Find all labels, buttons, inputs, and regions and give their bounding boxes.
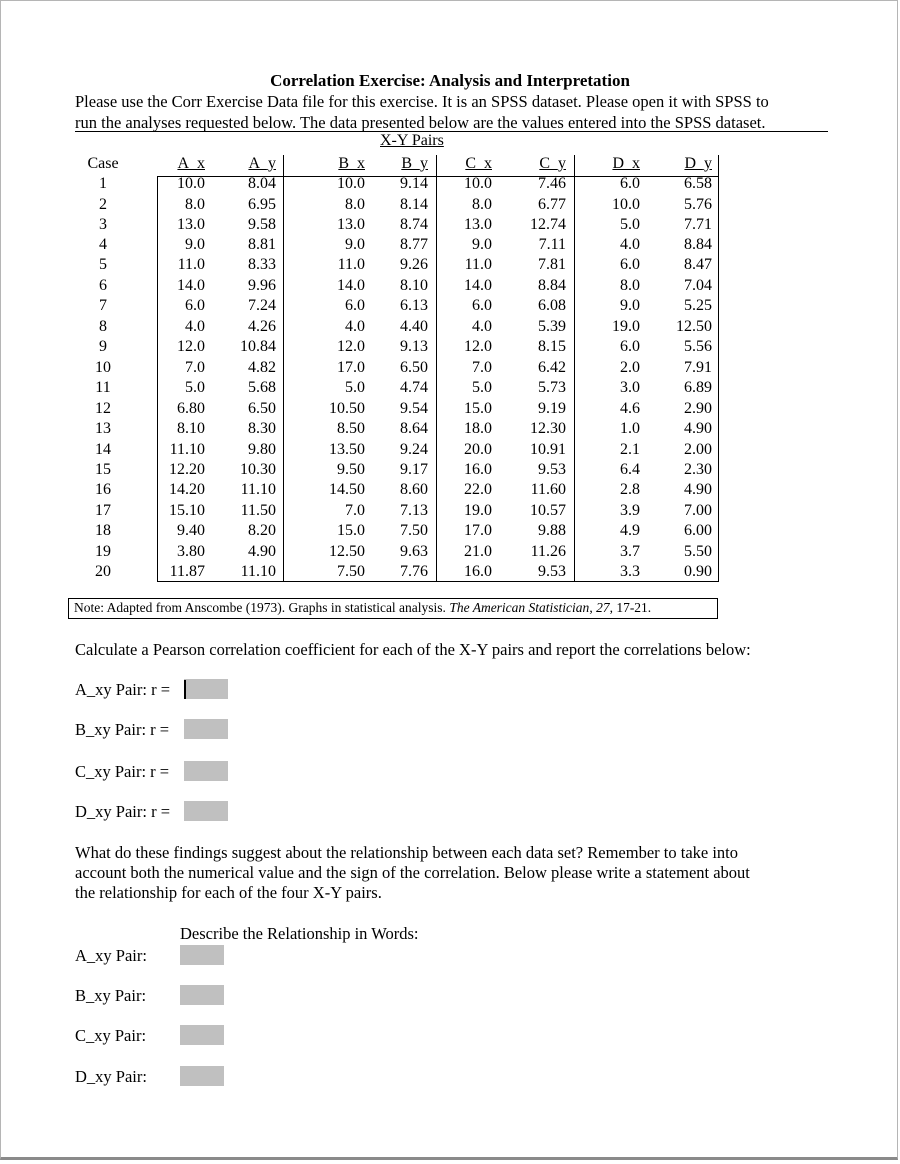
table-group-label: X-Y Pairs: [380, 132, 444, 149]
table-cell-a-x: 12.20: [169, 461, 205, 478]
table-cell-d-x: 10.0: [612, 196, 640, 213]
d-corr-label: D_xy Pair: r =: [75, 802, 171, 821]
case-number: 14: [95, 441, 111, 458]
table-cell-b-x: 11.0: [337, 256, 365, 273]
table-cell-a-x: 13.0: [177, 216, 205, 233]
table-cell-c-x: 16.0: [464, 461, 492, 478]
table-cell-d-y: 2.90: [684, 400, 712, 417]
describe-heading: Describe the Relationship in Words:: [180, 924, 419, 943]
table-cell-b-x: 13.50: [329, 441, 365, 458]
table-cell-a-y: 7.24: [248, 297, 276, 314]
table-cell-a-x: 11.10: [169, 441, 205, 458]
column-header-d-y: D_y: [684, 155, 712, 172]
intro-line-2: run the analyses requested below. The data presented below are the values entered into the SPSS dataset.: [75, 113, 766, 132]
column-header-c-y: C_y: [539, 155, 566, 172]
table-cell-d-x: 8.0: [620, 277, 640, 294]
table-cell-a-y: 8.20: [248, 522, 276, 539]
table-cell-b-y: 4.40: [400, 318, 428, 335]
table-cell-a-y: 10.84: [240, 338, 276, 355]
text-cursor: [184, 680, 186, 699]
table-cell-c-y: 9.19: [538, 400, 566, 417]
table-cell-a-x: 10.0: [177, 175, 205, 192]
d-desc-label: D_xy Pair:: [75, 1067, 147, 1086]
case-number: 6: [99, 277, 107, 294]
table-cell-a-y: 5.68: [248, 379, 276, 396]
table-cell-d-x: 6.0: [620, 175, 640, 192]
table-cell-b-y: 9.13: [400, 338, 428, 355]
table-cell-a-x: 14.0: [177, 277, 205, 294]
case-number: 5: [99, 256, 107, 273]
table-cell-b-x: 12.0: [337, 338, 365, 355]
table-cell-c-y: 10.57: [530, 502, 566, 519]
table-cell-c-y: 6.42: [538, 359, 566, 376]
table-cell-c-y: 11.60: [530, 481, 566, 498]
table-cell-a-x: 3.80: [177, 543, 205, 560]
table-cell-c-y: 5.73: [538, 379, 566, 396]
table-cell-d-y: 5.76: [684, 196, 712, 213]
table-cell-c-y: 9.88: [538, 522, 566, 539]
table-cell-b-y: 9.26: [400, 256, 428, 273]
table-cell-a-x: 6.0: [185, 297, 205, 314]
table-cell-b-y: 8.64: [400, 420, 428, 437]
table-cell-b-y: 4.74: [400, 379, 428, 396]
column-divider: [718, 155, 719, 582]
table-cell-c-x: 7.0: [472, 359, 492, 376]
table-cell-a-x: 8.10: [177, 420, 205, 437]
table-cell-b-y: 9.14: [400, 175, 428, 192]
column-header-c-x: C_x: [465, 155, 492, 172]
table-cell-c-y: 12.74: [530, 216, 566, 233]
case-number: 2: [99, 196, 107, 213]
table-cell-b-x: 4.0: [345, 318, 365, 335]
case-number: 1: [99, 175, 107, 192]
table-cell-d-y: 2.30: [684, 461, 712, 478]
table-cell-a-y: 4.90: [248, 543, 276, 560]
table-cell-d-x: 2.0: [620, 359, 640, 376]
table-cell-a-x: 7.0: [185, 359, 205, 376]
table-cell-a-y: 6.95: [248, 196, 276, 213]
c-corr-label: C_xy Pair: r =: [75, 762, 170, 781]
table-cell-c-y: 8.15: [538, 338, 566, 355]
table-cell-a-x: 9.40: [177, 522, 205, 539]
table-cell-b-x: 5.0: [345, 379, 365, 396]
column-header-b-x: B_x: [338, 155, 365, 172]
table-cell-d-y: 8.47: [684, 256, 712, 273]
table-cell-c-x: 19.0: [464, 502, 492, 519]
case-number: 15: [95, 461, 111, 478]
case-number: 10: [95, 359, 111, 376]
table-cell-d-y: 4.90: [684, 481, 712, 498]
table-cell-b-y: 8.10: [400, 277, 428, 294]
table-cell-a-y: 4.26: [248, 318, 276, 335]
table-cell-b-x: 14.0: [337, 277, 365, 294]
table-cell-b-y: 8.77: [400, 236, 428, 253]
table-cell-d-x: 2.8: [620, 481, 640, 498]
table-cell-a-x: 8.0: [185, 196, 205, 213]
b-desc-label: B_xy Pair:: [75, 986, 147, 1005]
table-cell-d-y: 6.89: [684, 379, 712, 396]
table-cell-b-y: 7.76: [400, 563, 428, 580]
column-header-a-y: A_y: [248, 155, 276, 172]
table-border: [157, 176, 718, 582]
table-cell-a-y: 8.30: [248, 420, 276, 437]
table-cell-c-x: 21.0: [464, 543, 492, 560]
table-cell-b-x: 10.0: [337, 175, 365, 192]
table-cell-d-y: 7.91: [684, 359, 712, 376]
table-cell-a-y: 9.96: [248, 277, 276, 294]
table-cell-c-y: 7.81: [538, 256, 566, 273]
table-cell-d-y: 2.00: [684, 441, 712, 458]
table-cell-d-x: 3.3: [620, 563, 640, 580]
table-cell-d-x: 3.7: [620, 543, 640, 560]
case-number: 13: [95, 420, 111, 437]
table-cell-d-y: 12.50: [676, 318, 712, 335]
table-cell-c-x: 5.0: [472, 379, 492, 396]
note-sep: ,: [589, 600, 597, 615]
table-cell-a-x: 12.0: [177, 338, 205, 355]
table-cell-b-y: 9.24: [400, 441, 428, 458]
table-cell-c-y: 10.91: [530, 441, 566, 458]
table-cell-c-x: 17.0: [464, 522, 492, 539]
table-cell-d-x: 4.6: [620, 400, 640, 417]
table-cell-b-x: 10.50: [329, 400, 365, 417]
table-cell-c-y: 5.39: [538, 318, 566, 335]
table-cell-d-x: 2.1: [620, 441, 640, 458]
table-cell-d-y: 6.00: [684, 522, 712, 539]
table-cell-c-y: 6.08: [538, 297, 566, 314]
table-cell-c-x: 12.0: [464, 338, 492, 355]
case-number: 12: [95, 400, 111, 417]
case-number: 20: [95, 563, 111, 580]
table-cell-d-x: 9.0: [620, 297, 640, 314]
b-corr-input[interactable]: [184, 719, 228, 739]
table-cell-c-y: 7.11: [538, 236, 566, 253]
table-cell-a-y: 11.10: [240, 563, 276, 580]
table-cell-a-y: 8.04: [248, 175, 276, 192]
column-header-case: Case: [87, 155, 119, 172]
table-cell-d-y: 4.90: [684, 420, 712, 437]
b-corr-label: B_xy Pair: r =: [75, 720, 170, 739]
table-cell-d-y: 0.90: [684, 563, 712, 580]
table-cell-a-x: 11.87: [169, 563, 205, 580]
table-cell-d-y: 6.58: [684, 175, 712, 192]
table-cell-c-y: 11.26: [530, 543, 566, 560]
table-cell-a-y: 9.58: [248, 216, 276, 233]
table-cell-d-y: 7.04: [684, 277, 712, 294]
table-cell-b-y: 9.63: [400, 543, 428, 560]
table-cell-d-y: 7.71: [684, 216, 712, 233]
table-cell-d-y: 7.00: [684, 502, 712, 519]
case-number: 11: [95, 379, 111, 396]
table-cell-b-y: 9.54: [400, 400, 428, 417]
b-desc-input[interactable]: [180, 985, 224, 1005]
table-cell-a-x: 4.0: [185, 318, 205, 335]
d-desc-input[interactable]: [180, 1066, 224, 1086]
table-cell-d-y: 8.84: [684, 236, 712, 253]
table-cell-d-x: 19.0: [612, 318, 640, 335]
findings-line-1: What do these findings suggest about the relationship between each data set? Remember to take into: [75, 843, 739, 862]
table-cell-d-x: 6.0: [620, 256, 640, 273]
table-cell-c-y: 9.53: [538, 461, 566, 478]
note-volume: 27: [596, 600, 610, 615]
table-cell-d-x: 3.9: [620, 502, 640, 519]
table-cell-b-y: 8.74: [400, 216, 428, 233]
table-note: [68, 598, 718, 619]
c-desc-label: C_xy Pair:: [75, 1026, 147, 1045]
table-cell-b-x: 7.50: [337, 563, 365, 580]
table-cell-a-y: 11.50: [240, 502, 276, 519]
table-cell-c-x: 18.0: [464, 420, 492, 437]
findings-line-2: account both the numerical value and the sign of the correlation. Below please write a statement about: [75, 863, 750, 882]
table-cell-a-y: 6.50: [248, 400, 276, 417]
case-number: 4: [99, 236, 107, 253]
case-number: 3: [99, 216, 107, 233]
table-cell-b-x: 15.0: [337, 522, 365, 539]
case-number: 18: [95, 522, 111, 539]
table-cell-d-x: 6.0: [620, 338, 640, 355]
table-cell-b-y: 6.50: [400, 359, 428, 376]
column-header-d-x: D_x: [612, 155, 640, 172]
table-cell-a-x: 5.0: [185, 379, 205, 396]
case-number: 9: [99, 338, 107, 355]
table-cell-b-x: 12.50: [329, 543, 365, 560]
note-journal: The American Statistician: [449, 600, 590, 615]
table-cell-c-y: 8.84: [538, 277, 566, 294]
table-cell-c-y: 6.77: [538, 196, 566, 213]
table-cell-a-y: 8.33: [248, 256, 276, 273]
table-cell-b-x: 6.0: [345, 297, 365, 314]
case-number: 19: [95, 543, 111, 560]
table-cell-c-x: 13.0: [464, 216, 492, 233]
table-cell-b-y: 6.13: [400, 297, 428, 314]
table-cell-b-x: 7.0: [345, 502, 365, 519]
table-cell-c-y: 7.46: [538, 175, 566, 192]
table-cell-c-x: 15.0: [464, 400, 492, 417]
table-cell-d-x: 4.0: [620, 236, 640, 253]
table-cell-b-x: 8.50: [337, 420, 365, 437]
table-cell-a-x: 11.0: [177, 256, 205, 273]
intro-line-1: Please use the Corr Exercise Data file for this exercise. It is an SPSS dataset. Please open it with SPSS to: [75, 92, 769, 111]
table-cell-d-y: 5.56: [684, 338, 712, 355]
c-corr-input[interactable]: [184, 761, 228, 781]
note-text: Note: Adapted from Anscombe (1973). Graphs in statistical analysis.: [74, 600, 450, 615]
table-cell-b-y: 8.60: [400, 481, 428, 498]
table-cell-d-y: 5.50: [684, 543, 712, 560]
table-cell-a-y: 11.10: [240, 481, 276, 498]
column-header-a-x: A_x: [177, 155, 205, 172]
table-cell-b-y: 7.50: [400, 522, 428, 539]
table-cell-d-x: 5.0: [620, 216, 640, 233]
a-corr-label: A_xy Pair: r =: [75, 680, 171, 699]
column-header-b-y: B_y: [401, 155, 428, 172]
table-cell-d-x: 1.0: [620, 420, 640, 437]
table-cell-a-x: 15.10: [169, 502, 205, 519]
table-cell-c-x: 8.0: [472, 196, 492, 213]
table-cell-c-x: 9.0: [472, 236, 492, 253]
table-cell-a-y: 9.80: [248, 441, 276, 458]
table-cell-c-x: 16.0: [464, 563, 492, 580]
table-cell-c-y: 12.30: [530, 420, 566, 437]
table-cell-b-x: 9.50: [337, 461, 365, 478]
table-cell-b-y: 7.13: [400, 502, 428, 519]
table-cell-b-x: 8.0: [345, 196, 365, 213]
table-cell-c-x: 10.0: [464, 175, 492, 192]
table-cell-d-x: 4.9: [620, 522, 640, 539]
table-cell-d-x: 3.0: [620, 379, 640, 396]
table-cell-c-x: 22.0: [464, 481, 492, 498]
a-desc-input[interactable]: [180, 945, 224, 965]
table-cell-d-y: 5.25: [684, 297, 712, 314]
divider: [75, 131, 828, 132]
table-cell-d-x: 6.4: [620, 461, 640, 478]
table-cell-b-x: 17.0: [337, 359, 365, 376]
table-cell-b-y: 8.14: [400, 196, 428, 213]
table-cell-c-x: 11.0: [464, 256, 492, 273]
table-cell-b-x: 9.0: [345, 236, 365, 253]
table-cell-a-y: 4.82: [248, 359, 276, 376]
d-corr-input[interactable]: [184, 801, 228, 821]
table-cell-c-x: 20.0: [464, 441, 492, 458]
case-number: 17: [95, 502, 111, 519]
table-cell-b-y: 9.17: [400, 461, 428, 478]
table-cell-c-y: 9.53: [538, 563, 566, 580]
calc-prompt: Calculate a Pearson correlation coefficient for each of the X-Y pairs and report the correlations below:: [75, 640, 751, 659]
c-desc-input[interactable]: [180, 1025, 224, 1045]
case-number: 7: [99, 297, 107, 314]
a-desc-label: A_xy Pair:: [75, 946, 147, 965]
page-title: Correlation Exercise: Analysis and Interpretation: [270, 71, 630, 90]
table-cell-b-x: 13.0: [337, 216, 365, 233]
table-cell-a-x: 6.80: [177, 400, 205, 417]
table-cell-a-x: 9.0: [185, 236, 205, 253]
case-number: 8: [99, 318, 107, 335]
table-cell-b-x: 14.50: [329, 481, 365, 498]
table-cell-c-x: 6.0: [472, 297, 492, 314]
table-cell-a-y: 10.30: [240, 461, 276, 478]
table-cell-c-x: 14.0: [464, 277, 492, 294]
case-number: 16: [95, 481, 111, 498]
table-cell-a-x: 14.20: [169, 481, 205, 498]
table-cell-c-x: 4.0: [472, 318, 492, 335]
note-pages: , 17-21.: [609, 600, 652, 615]
a-corr-input[interactable]: [184, 679, 228, 699]
table-cell-a-y: 8.81: [248, 236, 276, 253]
findings-line-3: the relationship for each of the four X-Y pairs.: [75, 883, 382, 902]
